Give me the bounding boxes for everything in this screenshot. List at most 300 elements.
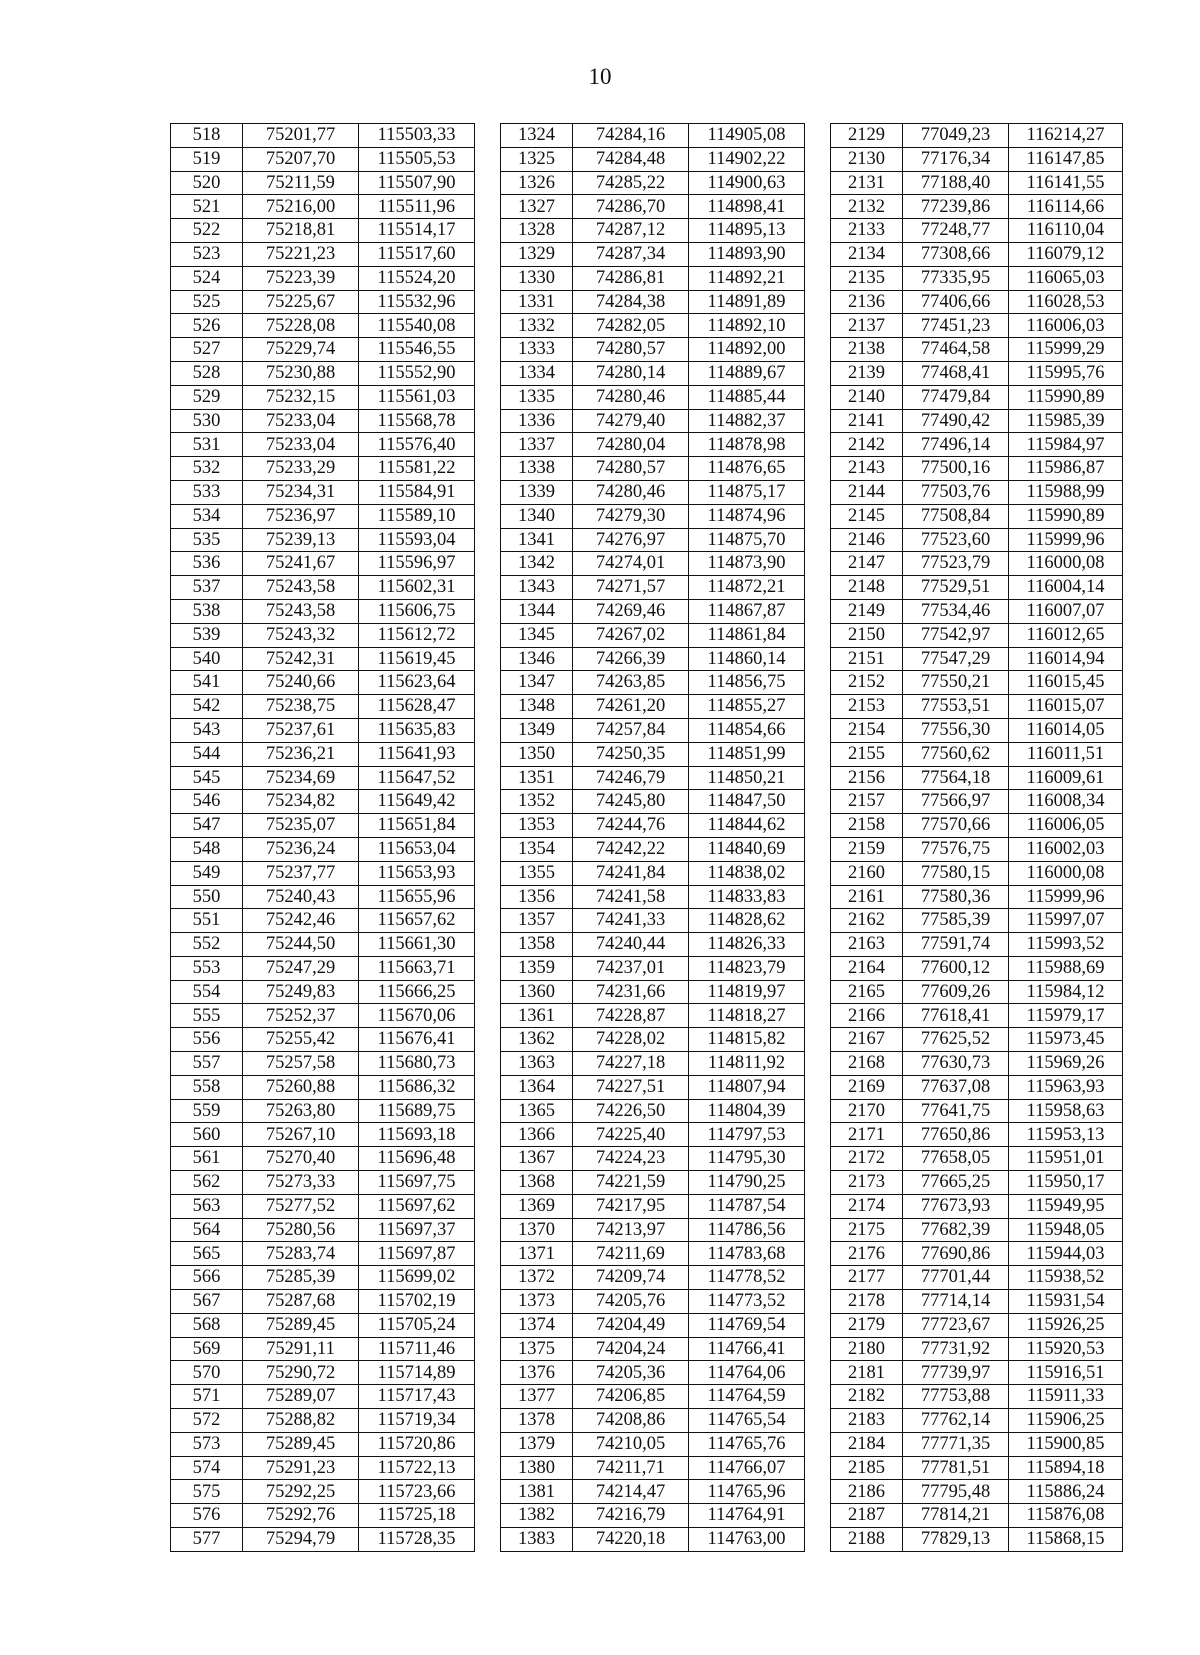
y-coordinate-cell: 114874,96 [689, 504, 805, 528]
x-coordinate-cell: 75233,29 [243, 457, 359, 481]
y-coordinate-cell: 115517,60 [359, 242, 475, 266]
x-coordinate-cell: 75292,25 [243, 1480, 359, 1504]
table-row [171, 480, 1123, 504]
point-number-cell: 561 [171, 1147, 243, 1171]
x-coordinate-cell: 74213,97 [573, 1218, 689, 1242]
column-gap [805, 814, 831, 838]
point-number-cell: 1379 [501, 1432, 573, 1456]
point-number-cell: 547 [171, 814, 243, 838]
x-coordinate-cell: 75291,11 [243, 1337, 359, 1361]
point-number-cell: 1362 [501, 1028, 573, 1052]
x-coordinate-cell: 75277,52 [243, 1194, 359, 1218]
x-coordinate-cell: 75285,39 [243, 1266, 359, 1290]
table-row [171, 1052, 1123, 1076]
y-coordinate-cell: 116008,34 [1009, 790, 1123, 814]
column-gap [475, 861, 501, 885]
y-coordinate-cell: 115717,43 [359, 1385, 475, 1409]
y-coordinate-cell: 115868,15 [1009, 1528, 1123, 1552]
x-coordinate-cell: 74287,12 [573, 219, 689, 243]
point-number-cell: 1334 [501, 361, 573, 385]
y-coordinate-cell: 115602,31 [359, 576, 475, 600]
column-gap [475, 1099, 501, 1123]
point-number-cell: 556 [171, 1028, 243, 1052]
y-coordinate-cell: 114854,66 [689, 718, 805, 742]
point-number-cell: 1339 [501, 480, 573, 504]
point-number-cell: 1374 [501, 1313, 573, 1337]
column-gap [475, 409, 501, 433]
x-coordinate-cell: 75232,15 [243, 385, 359, 409]
column-gap [805, 480, 831, 504]
x-coordinate-cell: 77580,36 [903, 885, 1009, 909]
column-gap [805, 1361, 831, 1385]
table-row [171, 1456, 1123, 1480]
column-gap [805, 1266, 831, 1290]
y-coordinate-cell: 115657,62 [359, 909, 475, 933]
y-coordinate-cell: 115948,05 [1009, 1218, 1123, 1242]
x-coordinate-cell: 75255,42 [243, 1028, 359, 1052]
y-coordinate-cell: 116009,61 [1009, 766, 1123, 790]
y-coordinate-cell: 115953,13 [1009, 1123, 1123, 1147]
x-coordinate-cell: 74285,22 [573, 171, 689, 195]
x-coordinate-cell: 74286,70 [573, 195, 689, 219]
point-number-cell: 2151 [831, 647, 903, 671]
y-coordinate-cell: 115581,22 [359, 457, 475, 481]
column-gap [475, 790, 501, 814]
point-number-cell: 552 [171, 933, 243, 957]
point-number-cell: 519 [171, 147, 243, 171]
y-coordinate-cell: 115722,13 [359, 1456, 475, 1480]
point-number-cell: 1368 [501, 1171, 573, 1195]
page-number: 10 [588, 64, 612, 89]
table-row [171, 885, 1123, 909]
y-coordinate-cell: 116014,05 [1009, 718, 1123, 742]
column-gap [805, 171, 831, 195]
column-gap [475, 695, 501, 719]
table-row [171, 1528, 1123, 1552]
table-row [171, 433, 1123, 457]
column-gap [805, 552, 831, 576]
x-coordinate-cell: 77176,34 [903, 147, 1009, 171]
x-coordinate-cell: 77564,18 [903, 766, 1009, 790]
y-coordinate-cell: 114875,70 [689, 528, 805, 552]
column-gap [475, 242, 501, 266]
x-coordinate-cell: 75289,45 [243, 1432, 359, 1456]
y-coordinate-cell: 114783,68 [689, 1242, 805, 1266]
table-row [171, 695, 1123, 719]
x-coordinate-cell: 77248,77 [903, 219, 1009, 243]
y-coordinate-cell: 115552,90 [359, 361, 475, 385]
x-coordinate-cell: 75239,13 [243, 528, 359, 552]
x-coordinate-cell: 77503,76 [903, 480, 1009, 504]
point-number-cell: 534 [171, 504, 243, 528]
x-coordinate-cell: 75233,04 [243, 433, 359, 457]
column-gap [475, 647, 501, 671]
point-number-cell: 2148 [831, 576, 903, 600]
point-number-cell: 1378 [501, 1409, 573, 1433]
column-gap [475, 1004, 501, 1028]
x-coordinate-cell: 77049,23 [903, 124, 1009, 148]
x-coordinate-cell: 75260,88 [243, 1075, 359, 1099]
y-coordinate-cell: 114790,25 [689, 1171, 805, 1195]
y-coordinate-cell: 114769,54 [689, 1313, 805, 1337]
column-gap [805, 695, 831, 719]
x-coordinate-cell: 75225,67 [243, 290, 359, 314]
point-number-cell: 1338 [501, 457, 573, 481]
point-number-cell: 2141 [831, 409, 903, 433]
y-coordinate-cell: 115876,08 [1009, 1504, 1123, 1528]
table-row [171, 1385, 1123, 1409]
column-gap [475, 1075, 501, 1099]
x-coordinate-cell: 77723,67 [903, 1313, 1009, 1337]
x-coordinate-cell: 77781,51 [903, 1456, 1009, 1480]
table-row [171, 1266, 1123, 1290]
point-number-cell: 2170 [831, 1099, 903, 1123]
y-coordinate-cell: 116000,08 [1009, 552, 1123, 576]
column-gap [805, 861, 831, 885]
x-coordinate-cell: 77335,95 [903, 266, 1009, 290]
point-number-cell: 554 [171, 980, 243, 1004]
point-number-cell: 1353 [501, 814, 573, 838]
table-row [171, 599, 1123, 623]
point-number-cell: 1370 [501, 1218, 573, 1242]
point-number-cell: 1365 [501, 1099, 573, 1123]
y-coordinate-cell: 115651,84 [359, 814, 475, 838]
y-coordinate-cell: 115514,17 [359, 219, 475, 243]
point-number-cell: 2129 [831, 124, 903, 148]
x-coordinate-cell: 74280,57 [573, 338, 689, 362]
point-number-cell: 1331 [501, 290, 573, 314]
y-coordinate-cell: 115699,02 [359, 1266, 475, 1290]
x-coordinate-cell: 77714,14 [903, 1290, 1009, 1314]
y-coordinate-cell: 114797,53 [689, 1123, 805, 1147]
x-coordinate-cell: 77650,86 [903, 1123, 1009, 1147]
y-coordinate-cell: 115894,18 [1009, 1456, 1123, 1480]
x-coordinate-cell: 74280,04 [573, 433, 689, 457]
x-coordinate-cell: 77591,74 [903, 933, 1009, 957]
point-number-cell: 518 [171, 124, 243, 148]
table-row [171, 338, 1123, 362]
y-coordinate-cell: 114807,94 [689, 1075, 805, 1099]
point-number-cell: 1381 [501, 1480, 573, 1504]
y-coordinate-cell: 115670,06 [359, 1004, 475, 1028]
point-number-cell: 1375 [501, 1337, 573, 1361]
point-number-cell: 2168 [831, 1052, 903, 1076]
y-coordinate-cell: 115623,64 [359, 671, 475, 695]
y-coordinate-cell: 115693,18 [359, 1123, 475, 1147]
y-coordinate-cell: 114892,00 [689, 338, 805, 362]
y-coordinate-cell: 115973,45 [1009, 1028, 1123, 1052]
x-coordinate-cell: 74214,47 [573, 1480, 689, 1504]
column-gap [475, 433, 501, 457]
column-gap [805, 504, 831, 528]
y-coordinate-cell: 114823,79 [689, 956, 805, 980]
y-coordinate-cell: 115532,96 [359, 290, 475, 314]
x-coordinate-cell: 74250,35 [573, 742, 689, 766]
x-coordinate-cell: 74257,84 [573, 718, 689, 742]
y-coordinate-cell: 116028,53 [1009, 290, 1123, 314]
x-coordinate-cell: 77451,23 [903, 314, 1009, 338]
y-coordinate-cell: 115584,91 [359, 480, 475, 504]
point-number-cell: 1377 [501, 1385, 573, 1409]
y-coordinate-cell: 116000,08 [1009, 861, 1123, 885]
point-number-cell: 572 [171, 1409, 243, 1433]
point-number-cell: 2176 [831, 1242, 903, 1266]
point-number-cell: 2146 [831, 528, 903, 552]
table-row [171, 1075, 1123, 1099]
x-coordinate-cell: 74241,58 [573, 885, 689, 909]
point-number-cell: 526 [171, 314, 243, 338]
column-gap [805, 742, 831, 766]
x-coordinate-cell: 75291,23 [243, 1456, 359, 1480]
x-coordinate-cell: 74225,40 [573, 1123, 689, 1147]
y-coordinate-cell: 114764,59 [689, 1385, 805, 1409]
x-coordinate-cell: 75238,75 [243, 695, 359, 719]
x-coordinate-cell: 74267,02 [573, 623, 689, 647]
column-gap [475, 956, 501, 980]
y-coordinate-cell: 114787,54 [689, 1194, 805, 1218]
y-coordinate-cell: 115720,86 [359, 1432, 475, 1456]
table-row [171, 956, 1123, 980]
y-coordinate-cell: 115926,25 [1009, 1313, 1123, 1337]
y-coordinate-cell: 115676,41 [359, 1028, 475, 1052]
column-gap [805, 457, 831, 481]
x-coordinate-cell: 77665,25 [903, 1171, 1009, 1195]
x-coordinate-cell: 75228,08 [243, 314, 359, 338]
x-coordinate-cell: 74220,18 [573, 1528, 689, 1552]
column-gap [475, 290, 501, 314]
x-coordinate-cell: 77560,62 [903, 742, 1009, 766]
x-coordinate-cell: 74227,18 [573, 1052, 689, 1076]
column-gap [805, 909, 831, 933]
x-coordinate-cell: 77625,52 [903, 1028, 1009, 1052]
y-coordinate-cell: 116147,85 [1009, 147, 1123, 171]
x-coordinate-cell: 74274,01 [573, 552, 689, 576]
point-number-cell: 2165 [831, 980, 903, 1004]
column-gap [475, 1361, 501, 1385]
y-coordinate-cell: 115576,40 [359, 433, 475, 457]
column-gap [805, 338, 831, 362]
point-number-cell: 563 [171, 1194, 243, 1218]
table-row [171, 790, 1123, 814]
y-coordinate-cell: 116065,03 [1009, 266, 1123, 290]
x-coordinate-cell: 74241,33 [573, 909, 689, 933]
x-coordinate-cell: 74237,01 [573, 956, 689, 980]
y-coordinate-cell: 115661,30 [359, 933, 475, 957]
column-gap [805, 623, 831, 647]
point-number-cell: 537 [171, 576, 243, 600]
x-coordinate-cell: 77814,21 [903, 1504, 1009, 1528]
point-number-cell: 2160 [831, 861, 903, 885]
point-number-cell: 2172 [831, 1147, 903, 1171]
table-row [171, 1099, 1123, 1123]
table-row [171, 124, 1123, 148]
point-number-cell: 2158 [831, 814, 903, 838]
x-coordinate-cell: 77690,86 [903, 1242, 1009, 1266]
column-gap [475, 980, 501, 1004]
y-coordinate-cell: 114882,37 [689, 409, 805, 433]
column-gap [805, 1028, 831, 1052]
table-row [171, 909, 1123, 933]
x-coordinate-cell: 77637,08 [903, 1075, 1009, 1099]
point-number-cell: 1341 [501, 528, 573, 552]
point-number-cell: 2179 [831, 1313, 903, 1337]
x-coordinate-cell: 77658,05 [903, 1147, 1009, 1171]
column-gap [805, 576, 831, 600]
y-coordinate-cell: 114872,21 [689, 576, 805, 600]
x-coordinate-cell: 77523,60 [903, 528, 1009, 552]
point-number-cell: 2131 [831, 171, 903, 195]
column-gap [475, 480, 501, 504]
point-number-cell: 1354 [501, 837, 573, 861]
y-coordinate-cell: 116015,07 [1009, 695, 1123, 719]
x-coordinate-cell: 75241,67 [243, 552, 359, 576]
column-gap [805, 195, 831, 219]
y-coordinate-cell: 114892,21 [689, 266, 805, 290]
x-coordinate-cell: 74231,66 [573, 980, 689, 1004]
y-coordinate-cell: 115666,25 [359, 980, 475, 1004]
x-coordinate-cell: 74263,85 [573, 671, 689, 695]
y-coordinate-cell: 114867,87 [689, 599, 805, 623]
point-number-cell: 559 [171, 1099, 243, 1123]
point-number-cell: 570 [171, 1361, 243, 1385]
x-coordinate-cell: 75216,00 [243, 195, 359, 219]
x-coordinate-cell: 77673,93 [903, 1194, 1009, 1218]
y-coordinate-cell: 115900,85 [1009, 1432, 1123, 1456]
table-row [171, 457, 1123, 481]
y-coordinate-cell: 114764,06 [689, 1361, 805, 1385]
y-coordinate-cell: 114889,67 [689, 361, 805, 385]
y-coordinate-cell: 116006,05 [1009, 814, 1123, 838]
y-coordinate-cell: 114885,44 [689, 385, 805, 409]
column-gap [805, 1218, 831, 1242]
y-coordinate-cell: 115628,47 [359, 695, 475, 719]
column-gap [475, 552, 501, 576]
y-coordinate-cell: 114838,02 [689, 861, 805, 885]
column-gap [475, 1052, 501, 1076]
point-number-cell: 538 [171, 599, 243, 623]
point-number-cell: 2137 [831, 314, 903, 338]
x-coordinate-cell: 74211,71 [573, 1456, 689, 1480]
y-coordinate-cell: 115697,62 [359, 1194, 475, 1218]
point-number-cell: 1333 [501, 338, 573, 362]
column-gap [805, 1171, 831, 1195]
column-gap [805, 290, 831, 314]
column-gap [475, 314, 501, 338]
point-number-cell: 2133 [831, 219, 903, 243]
column-gap [475, 1385, 501, 1409]
point-number-cell: 1356 [501, 885, 573, 909]
x-coordinate-cell: 74282,05 [573, 314, 689, 338]
y-coordinate-cell: 114819,97 [689, 980, 805, 1004]
table-row [171, 1004, 1123, 1028]
y-coordinate-cell: 115999,29 [1009, 338, 1123, 362]
point-number-cell: 1326 [501, 171, 573, 195]
y-coordinate-cell: 115993,52 [1009, 933, 1123, 957]
x-coordinate-cell: 74241,84 [573, 861, 689, 885]
y-coordinate-cell: 114847,50 [689, 790, 805, 814]
x-coordinate-cell: 77580,15 [903, 861, 1009, 885]
y-coordinate-cell: 115995,76 [1009, 361, 1123, 385]
table-row [171, 219, 1123, 243]
y-coordinate-cell: 115969,26 [1009, 1052, 1123, 1076]
column-gap [805, 1147, 831, 1171]
table-row [171, 1504, 1123, 1528]
y-coordinate-cell: 115984,97 [1009, 433, 1123, 457]
point-number-cell: 1348 [501, 695, 573, 719]
point-number-cell: 576 [171, 1504, 243, 1528]
y-coordinate-cell: 115984,12 [1009, 980, 1123, 1004]
table-row [171, 980, 1123, 1004]
table-row [171, 552, 1123, 576]
y-coordinate-cell: 115725,18 [359, 1504, 475, 1528]
point-number-cell: 1359 [501, 956, 573, 980]
coordinates-table [170, 123, 1123, 1552]
point-number-cell: 535 [171, 528, 243, 552]
column-gap [475, 385, 501, 409]
y-coordinate-cell: 115663,71 [359, 956, 475, 980]
point-number-cell: 2166 [831, 1004, 903, 1028]
y-coordinate-cell: 116015,45 [1009, 671, 1123, 695]
column-gap [475, 361, 501, 385]
point-number-cell: 521 [171, 195, 243, 219]
column-gap [475, 266, 501, 290]
x-coordinate-cell: 77771,35 [903, 1432, 1009, 1456]
x-coordinate-cell: 77753,88 [903, 1385, 1009, 1409]
y-coordinate-cell: 114851,99 [689, 742, 805, 766]
column-gap [805, 1123, 831, 1147]
column-gap [475, 1337, 501, 1361]
point-number-cell: 524 [171, 266, 243, 290]
x-coordinate-cell: 74261,20 [573, 695, 689, 719]
x-coordinate-cell: 77523,79 [903, 552, 1009, 576]
point-number-cell: 565 [171, 1242, 243, 1266]
y-coordinate-cell: 115990,89 [1009, 504, 1123, 528]
column-gap [475, 1266, 501, 1290]
table-row [171, 1409, 1123, 1433]
point-number-cell: 575 [171, 1480, 243, 1504]
x-coordinate-cell: 75242,46 [243, 909, 359, 933]
y-coordinate-cell: 115511,96 [359, 195, 475, 219]
x-coordinate-cell: 74244,76 [573, 814, 689, 838]
point-number-cell: 2153 [831, 695, 903, 719]
point-number-cell: 1366 [501, 1123, 573, 1147]
x-coordinate-cell: 75288,82 [243, 1409, 359, 1433]
column-gap [475, 1028, 501, 1052]
y-coordinate-cell: 115697,75 [359, 1171, 475, 1195]
point-number-cell: 2139 [831, 361, 903, 385]
y-coordinate-cell: 116079,12 [1009, 242, 1123, 266]
x-coordinate-cell: 74242,22 [573, 837, 689, 861]
table-row [171, 195, 1123, 219]
point-number-cell: 2175 [831, 1218, 903, 1242]
column-gap [805, 1528, 831, 1552]
y-coordinate-cell: 114765,76 [689, 1432, 805, 1456]
y-coordinate-cell: 115920,53 [1009, 1337, 1123, 1361]
x-coordinate-cell: 75292,76 [243, 1504, 359, 1528]
x-coordinate-cell: 75234,82 [243, 790, 359, 814]
y-coordinate-cell: 116012,65 [1009, 623, 1123, 647]
x-coordinate-cell: 77500,16 [903, 457, 1009, 481]
column-gap [475, 1147, 501, 1171]
y-coordinate-cell: 114893,90 [689, 242, 805, 266]
y-coordinate-cell: 115546,55 [359, 338, 475, 362]
y-coordinate-cell: 114765,54 [689, 1409, 805, 1433]
y-coordinate-cell: 114855,27 [689, 695, 805, 719]
table-row [171, 1361, 1123, 1385]
point-number-cell: 1373 [501, 1290, 573, 1314]
column-gap [805, 1409, 831, 1433]
point-number-cell: 1371 [501, 1242, 573, 1266]
